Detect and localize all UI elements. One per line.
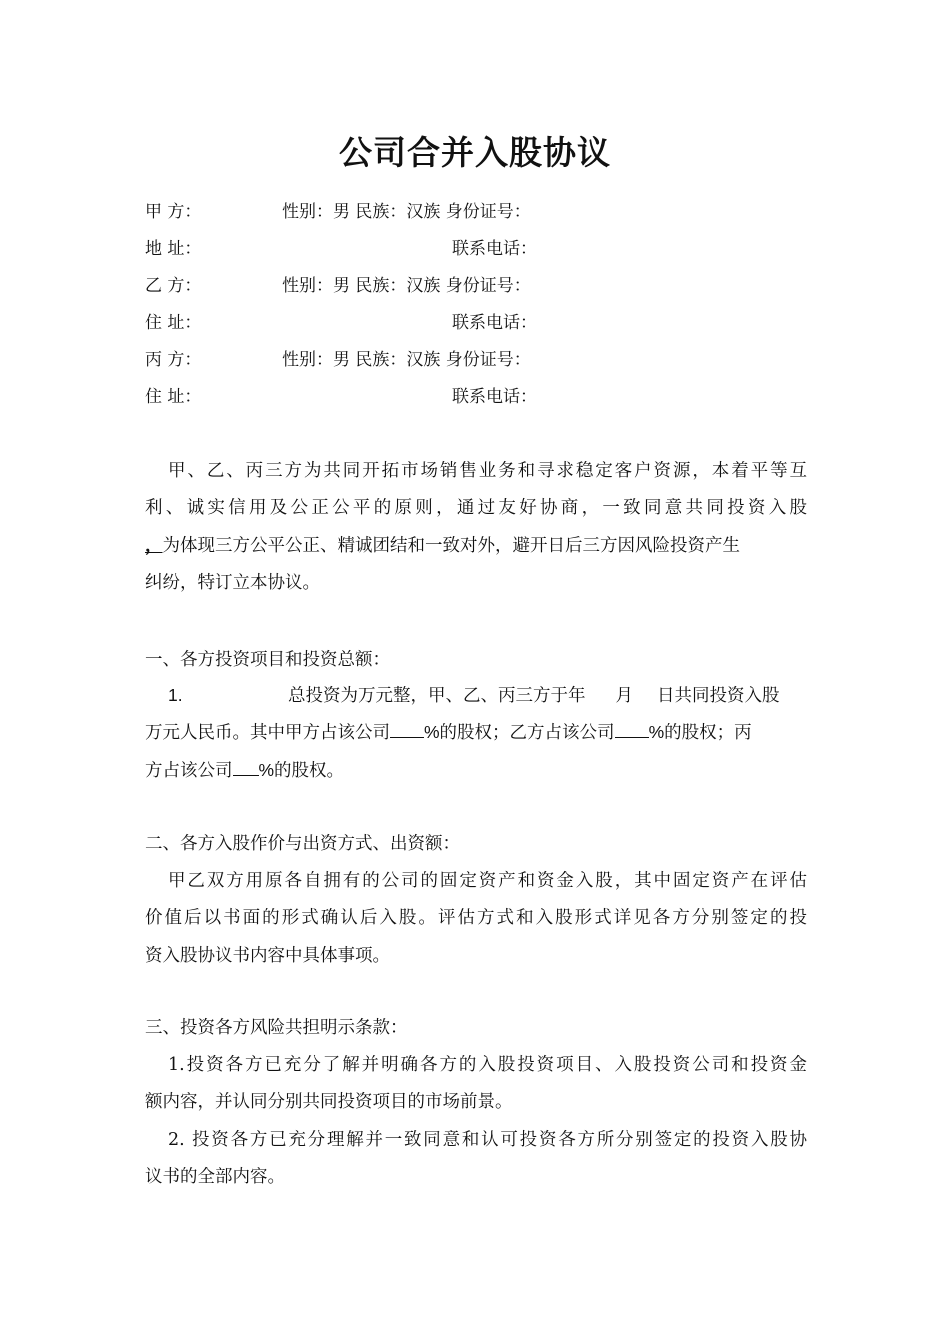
section-1-line-3a: 方占该公司 [145, 760, 233, 781]
section-3-item-1-line-2: 额内容，并认同分别共同投资项目的市场前景。 [145, 1092, 513, 1113]
intro-line-4: 纠纷，特订立本协议。 [145, 573, 320, 594]
section-1-body [145, 677, 807, 789]
party-b-address-row [145, 308, 825, 338]
party-b-share-blank[interactable] [615, 719, 649, 738]
section-2-line-1: 甲乙双方用原各自拥有的公司的固定资产和资金入股，其中固定资产在评估 [168, 871, 807, 891]
section-1-number: 1. [168, 685, 183, 705]
party-a-phone-label: 联系电话： [452, 239, 537, 259]
section-1-line-3b: %的股权。 [258, 759, 345, 780]
party-a-share-blank[interactable] [390, 719, 424, 738]
section-1-heading: 一、各方投资项目和投资总额： [145, 650, 390, 670]
intro-line-3 [145, 528, 807, 565]
party-a-address-row [145, 234, 825, 264]
party-c-row [145, 345, 825, 375]
section-2-heading: 二、各方入股作价与出资方式、出资额： [145, 834, 460, 854]
party-b-address-label: 住 址： [145, 313, 202, 333]
intro-line-2: 利、诚实信用及公正公平的原则，通过友好协商，一致同意共同投资入股 [145, 498, 807, 519]
party-c-label: 丙 方： [145, 350, 202, 370]
section-1-line-2b: %的股权；乙方占该公司 [424, 722, 615, 743]
section-1-month: 月 [615, 686, 633, 706]
party-c-attrs: 性别：男 民族：汉族 身份证号： [282, 350, 531, 370]
intro-line-1: 甲、乙、丙三方为共同开拓市场销售业务和寻求稳定客户资源，本着平等互 [168, 461, 807, 481]
party-a-row [145, 197, 825, 227]
party-c-share-blank[interactable] [233, 757, 259, 776]
party-b-label: 乙 方： [145, 276, 202, 296]
section-3-item-1-line-1: 1.投资各方已充分了解并明确各方的入股投资项目、入股投资公司和投资金 [168, 1055, 807, 1075]
party-b-row [145, 271, 825, 301]
section-3-item-2-line-2: 议书的全部内容。 [145, 1167, 285, 1188]
party-c-phone-label: 联系电话： [452, 387, 537, 407]
section-1-line-2a: 万元人民币。其中甲方占该公司 [145, 723, 390, 744]
party-c-address-label: 住 址： [145, 387, 202, 407]
party-a-address-label: 地 址： [145, 239, 202, 259]
section-2-body [145, 863, 807, 975]
section-1-day: 日共同投资入股 [657, 686, 780, 706]
section-1-line-2 [145, 714, 807, 751]
section-1-line-3 [145, 752, 807, 789]
section-2-line-2: 价值后以书面的形式确认后入股。评估方式和入股形式详见各方分别签定的投 [145, 908, 807, 929]
intro-comma: ， [145, 535, 163, 556]
intro-line-3-text: 为体现三方公平公正、精诚团结和一致对外，避开日后三方因风险投资产生 [162, 535, 740, 556]
party-b-phone-label: 联系电话： [452, 313, 537, 333]
section-3-item-2-line-1: 2. 投资各方已充分理解并一致同意和认可投资各方所分别签定的投资入股协 [168, 1129, 807, 1150]
intro-paragraph [145, 453, 807, 603]
party-c-address-row [145, 382, 825, 412]
document-title: 公司合并入股协议 [339, 133, 611, 172]
party-a-attrs: 性别：男 民族：汉族 身份证号： [282, 202, 531, 222]
section-1-line-1 [145, 677, 807, 714]
party-a-label: 甲 方： [145, 202, 202, 222]
section-1-part-1: 总投资为万元整，甲、乙、丙三方于年 [288, 686, 586, 706]
section-1-line-2c: %的股权；丙 [648, 722, 752, 743]
party-b-attrs: 性别：男 民族：汉族 身份证号： [282, 276, 531, 296]
section-3-body [145, 1047, 807, 1197]
section-2-line-3: 资入股协议书内容中具体事项。 [145, 945, 390, 966]
section-3-heading: 三、投资各方风险共担明示条款： [145, 1018, 408, 1038]
